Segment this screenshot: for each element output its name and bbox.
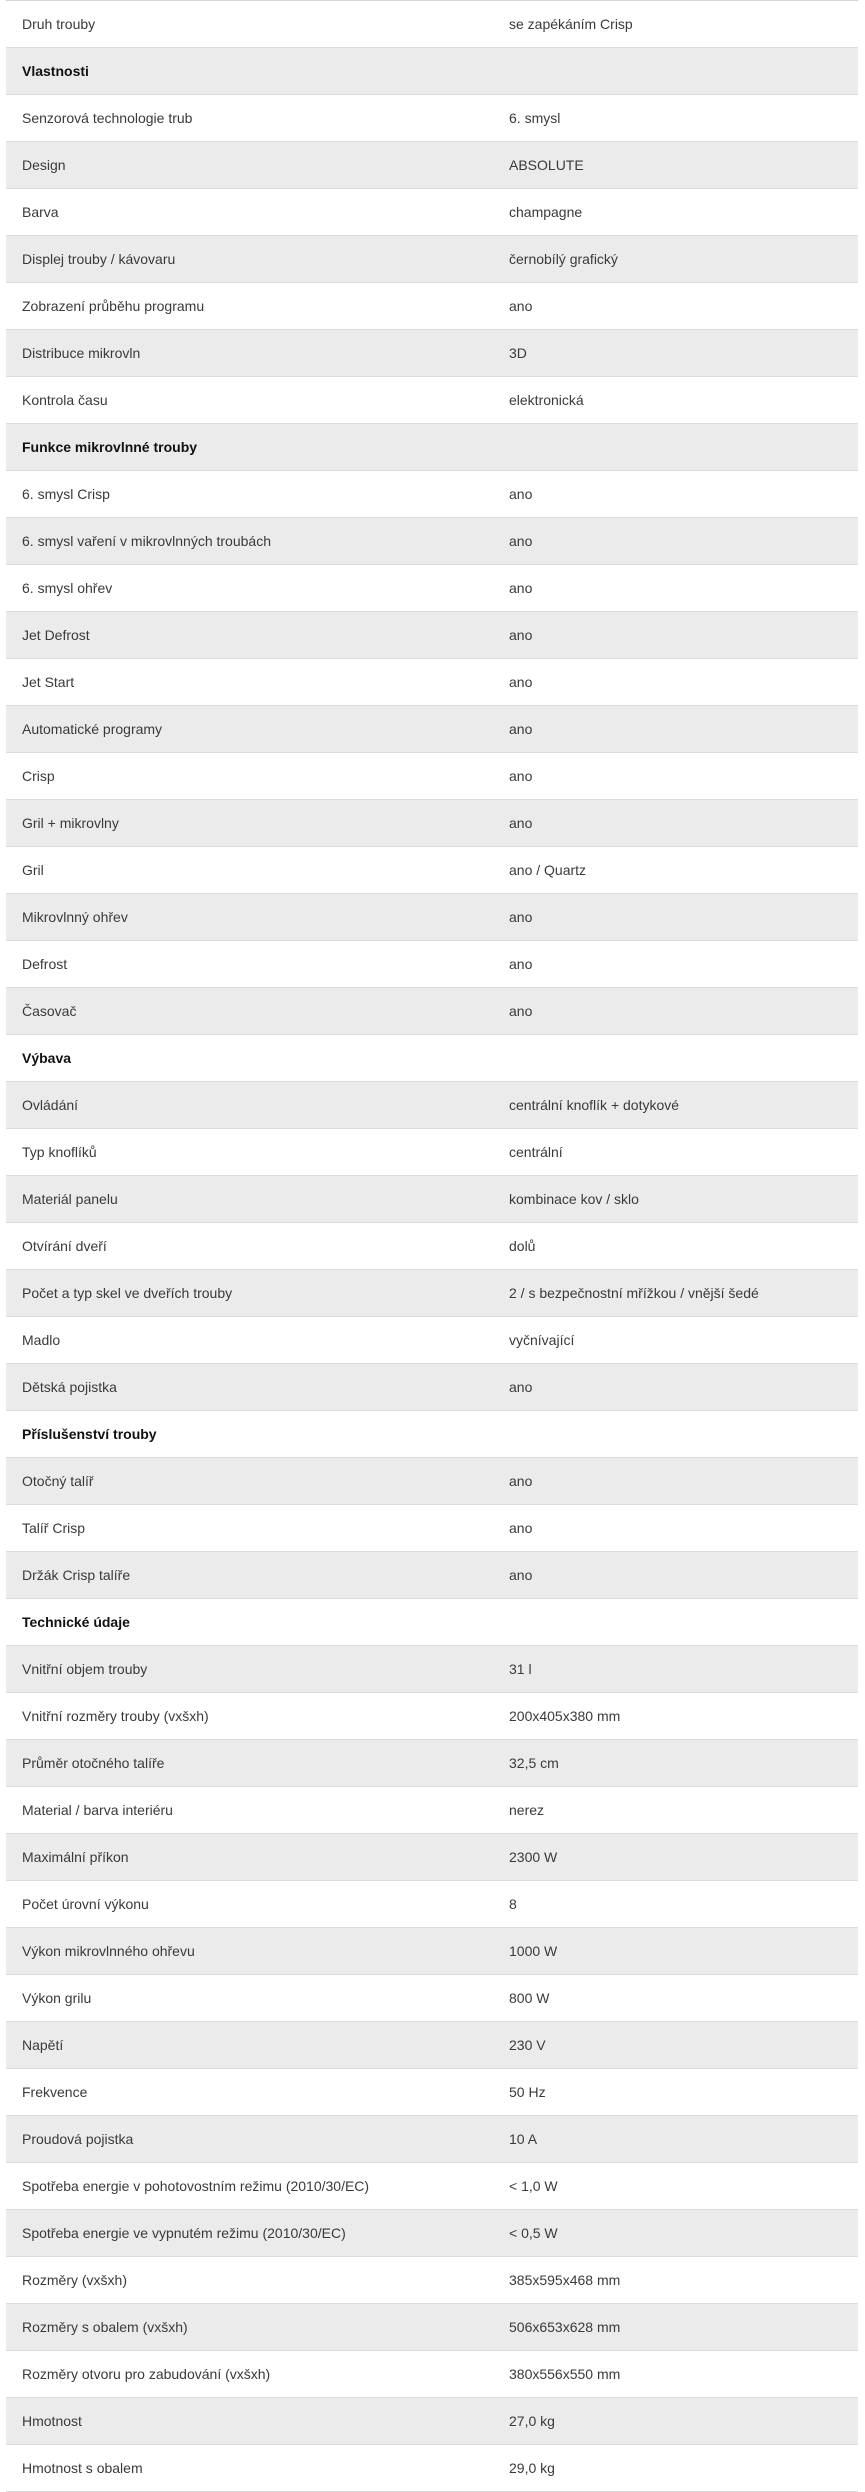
spec-row xyxy=(6,1834,858,1881)
spec-label: Kontrola času xyxy=(22,392,108,408)
spec-label: Talíř Crisp xyxy=(22,1520,86,1536)
specifications-table xyxy=(6,0,858,2492)
spec-value: ano xyxy=(509,768,533,784)
spec-value: 506x653x628 mm xyxy=(509,2319,621,2335)
section-header-row xyxy=(6,48,858,95)
spec-label: Časovač xyxy=(22,1003,77,1019)
spec-label: Materiál panelu xyxy=(22,1191,118,1207)
spec-label: Proudová pojistka xyxy=(22,2131,134,2147)
spec-row xyxy=(6,1317,858,1364)
spec-value: < 1,0 W xyxy=(509,2178,558,2194)
spec-label: Druh trouby xyxy=(22,16,96,32)
spec-row xyxy=(6,1082,858,1129)
spec-row xyxy=(6,1223,858,1270)
spec-label: Senzorová technologie trub xyxy=(22,110,193,126)
spec-value: 10 A xyxy=(509,2131,538,2147)
spec-value: se zapékáním Crisp xyxy=(509,16,633,32)
spec-value: < 0,5 W xyxy=(509,2225,558,2241)
spec-label: Mikrovlnný ohřev xyxy=(22,909,128,925)
section-header-row xyxy=(6,424,858,471)
spec-label: Rozměry s obalem (vxšxh) xyxy=(22,2319,188,2335)
spec-value: 2 / s bezpečnostní mřížkou / vnější šedé xyxy=(509,1285,759,1301)
spec-value: ano xyxy=(509,486,533,502)
spec-row xyxy=(6,1458,858,1505)
spec-row xyxy=(6,659,858,706)
spec-label: Počet a typ skel ve dveřích trouby xyxy=(22,1285,233,1301)
section-title: Technické údaje xyxy=(22,1614,130,1630)
spec-label: Dětská pojistka xyxy=(22,1379,117,1395)
spec-value: champagne xyxy=(509,204,583,220)
spec-row xyxy=(6,1646,858,1693)
spec-row xyxy=(6,2022,858,2069)
spec-value: 6. smysl xyxy=(509,110,561,126)
spec-value: ano xyxy=(509,721,533,737)
spec-row xyxy=(6,1740,858,1787)
spec-value: nerez xyxy=(509,1802,545,1818)
spec-label: Crisp xyxy=(22,768,55,784)
spec-row xyxy=(6,2398,858,2445)
spec-value: ano xyxy=(509,298,533,314)
spec-row xyxy=(6,1364,858,1411)
spec-label: Spotřeba energie ve vypnutém režimu (2010/30/EC) xyxy=(22,2225,346,2241)
spec-label: Otvírání dveří xyxy=(22,1238,107,1254)
spec-label: Displej trouby / kávovaru xyxy=(22,251,176,267)
spec-row xyxy=(6,1,858,48)
spec-label: Hmotnost s obalem xyxy=(22,2460,143,2476)
spec-row xyxy=(6,1505,858,1552)
spec-value: 380x556x550 mm xyxy=(509,2366,621,2382)
spec-row xyxy=(6,330,858,377)
spec-row xyxy=(6,95,858,142)
spec-row xyxy=(6,847,858,894)
spec-label: Material / barva interiéru xyxy=(22,1802,173,1818)
spec-label: Zobrazení průběhu programu xyxy=(22,298,205,314)
spec-label: Jet Start xyxy=(22,674,75,690)
spec-value: ano xyxy=(509,1379,533,1395)
spec-row xyxy=(6,1129,858,1176)
spec-label: Výkon mikrovlnného ohřevu xyxy=(22,1943,195,1959)
spec-row xyxy=(6,565,858,612)
spec-value: 31 l xyxy=(509,1661,532,1677)
spec-label: Rozměry (vxšxh) xyxy=(22,2272,128,2288)
spec-value: ano xyxy=(509,627,533,643)
section-header-row xyxy=(6,1411,858,1458)
spec-label: Počet úrovní výkonu xyxy=(22,1896,149,1912)
spec-label: Průměr otočného talíře xyxy=(22,1755,165,1771)
spec-row xyxy=(6,894,858,941)
spec-value: 200x405x380 mm xyxy=(509,1708,621,1724)
spec-row xyxy=(6,189,858,236)
spec-label: Typ knoflíků xyxy=(22,1144,97,1160)
spec-label: Držák Crisp talíře xyxy=(22,1567,131,1583)
spec-value: ano xyxy=(509,580,533,596)
spec-value: ano xyxy=(509,1473,533,1489)
spec-value: ano xyxy=(509,674,533,690)
spec-label: Jet Defrost xyxy=(22,627,90,643)
spec-label: Maximální příkon xyxy=(22,1849,129,1865)
spec-row xyxy=(6,2257,858,2304)
spec-label: Rozměry otvoru pro zabudování (vxšxh) xyxy=(22,2366,271,2382)
spec-row xyxy=(6,2304,858,2351)
spec-row xyxy=(6,1975,858,2022)
spec-row xyxy=(6,2445,858,2492)
spec-value: 1000 W xyxy=(509,1943,558,1959)
spec-label: Distribuce mikrovln xyxy=(22,345,141,361)
spec-value: ano xyxy=(509,1567,533,1583)
spec-row xyxy=(6,706,858,753)
section-title: Výbava xyxy=(22,1050,72,1066)
spec-label: Otočný talíř xyxy=(22,1473,94,1489)
section-title: Vlastnosti xyxy=(22,63,89,79)
spec-label: Gril + mikrovlny xyxy=(22,815,119,831)
spec-row xyxy=(6,612,858,659)
section-header-row xyxy=(6,1599,858,1646)
spec-label: Vnitřní rozměry trouby (vxšxh) xyxy=(22,1708,209,1724)
spec-row xyxy=(6,1881,858,1928)
spec-row xyxy=(6,471,858,518)
spec-label: Výkon grilu xyxy=(22,1990,92,2006)
spec-value: 8 xyxy=(509,1896,517,1912)
spec-label: Spotřeba energie v pohotovostním režimu (2010/30/EC) xyxy=(22,2178,370,2194)
spec-row xyxy=(6,1552,858,1599)
spec-row xyxy=(6,988,858,1035)
spec-label: 6. smysl ohřev xyxy=(22,580,113,596)
spec-value: centrální knoflík + dotykové xyxy=(509,1097,680,1113)
spec-row xyxy=(6,283,858,330)
spec-label: Automatické programy xyxy=(22,721,163,737)
spec-row xyxy=(6,377,858,424)
spec-label: Hmotnost xyxy=(22,2413,82,2429)
spec-value: ABSOLUTE xyxy=(509,157,584,173)
spec-value: 2300 W xyxy=(509,1849,558,1865)
spec-row xyxy=(6,1270,858,1317)
spec-row xyxy=(6,1928,858,1975)
spec-row xyxy=(6,518,858,565)
spec-value: ano / Quartz xyxy=(509,862,587,878)
spec-value: elektronická xyxy=(509,392,584,408)
spec-row xyxy=(6,2069,858,2116)
spec-row xyxy=(6,2210,858,2257)
spec-row xyxy=(6,941,858,988)
section-header-row xyxy=(6,1035,858,1082)
spec-value: vyčnívající xyxy=(509,1332,575,1348)
spec-value: 29,0 kg xyxy=(509,2460,555,2476)
spec-value: černobílý grafický xyxy=(509,251,618,267)
spec-label: 6. smysl Crisp xyxy=(22,486,110,502)
spec-row xyxy=(6,753,858,800)
section-title: Funkce mikrovlnné trouby xyxy=(22,439,198,455)
spec-row xyxy=(6,2351,858,2398)
spec-row xyxy=(6,1693,858,1740)
spec-label: Defrost xyxy=(22,956,68,972)
spec-value: 385x595x468 mm xyxy=(509,2272,621,2288)
section-title: Příslušenství trouby xyxy=(22,1426,157,1442)
spec-label: Napětí xyxy=(22,2037,64,2053)
spec-value: ano xyxy=(509,533,533,549)
spec-value: ano xyxy=(509,1003,533,1019)
spec-value: 800 W xyxy=(509,1990,550,2006)
spec-value: ano xyxy=(509,956,533,972)
spec-value: 50 Hz xyxy=(509,2084,546,2100)
spec-value: dolů xyxy=(509,1238,536,1254)
spec-value: ano xyxy=(509,909,533,925)
spec-label: Gril xyxy=(22,862,44,878)
spec-label: 6. smysl vaření v mikrovlnných troubách xyxy=(22,533,271,549)
spec-value: ano xyxy=(509,815,533,831)
spec-value: 3D xyxy=(509,345,527,361)
spec-label: Ovládání xyxy=(22,1097,79,1113)
spec-row xyxy=(6,1787,858,1834)
spec-label: Design xyxy=(22,157,66,173)
spec-row xyxy=(6,800,858,847)
spec-value: 32,5 cm xyxy=(509,1755,559,1771)
spec-row xyxy=(6,2116,858,2163)
spec-row xyxy=(6,236,858,283)
spec-row xyxy=(6,2163,858,2210)
spec-label: Vnitřní objem trouby xyxy=(22,1661,148,1677)
spec-row xyxy=(6,142,858,189)
spec-value: kombinace kov / sklo xyxy=(509,1191,639,1207)
spec-row xyxy=(6,1176,858,1223)
spec-value: 230 V xyxy=(509,2037,546,2053)
spec-value: ano xyxy=(509,1520,533,1536)
spec-label: Barva xyxy=(22,204,59,220)
spec-label: Frekvence xyxy=(22,2084,88,2100)
spec-value: centrální xyxy=(509,1144,563,1160)
spec-label: Madlo xyxy=(22,1332,61,1348)
spec-value: 27,0 kg xyxy=(509,2413,555,2429)
